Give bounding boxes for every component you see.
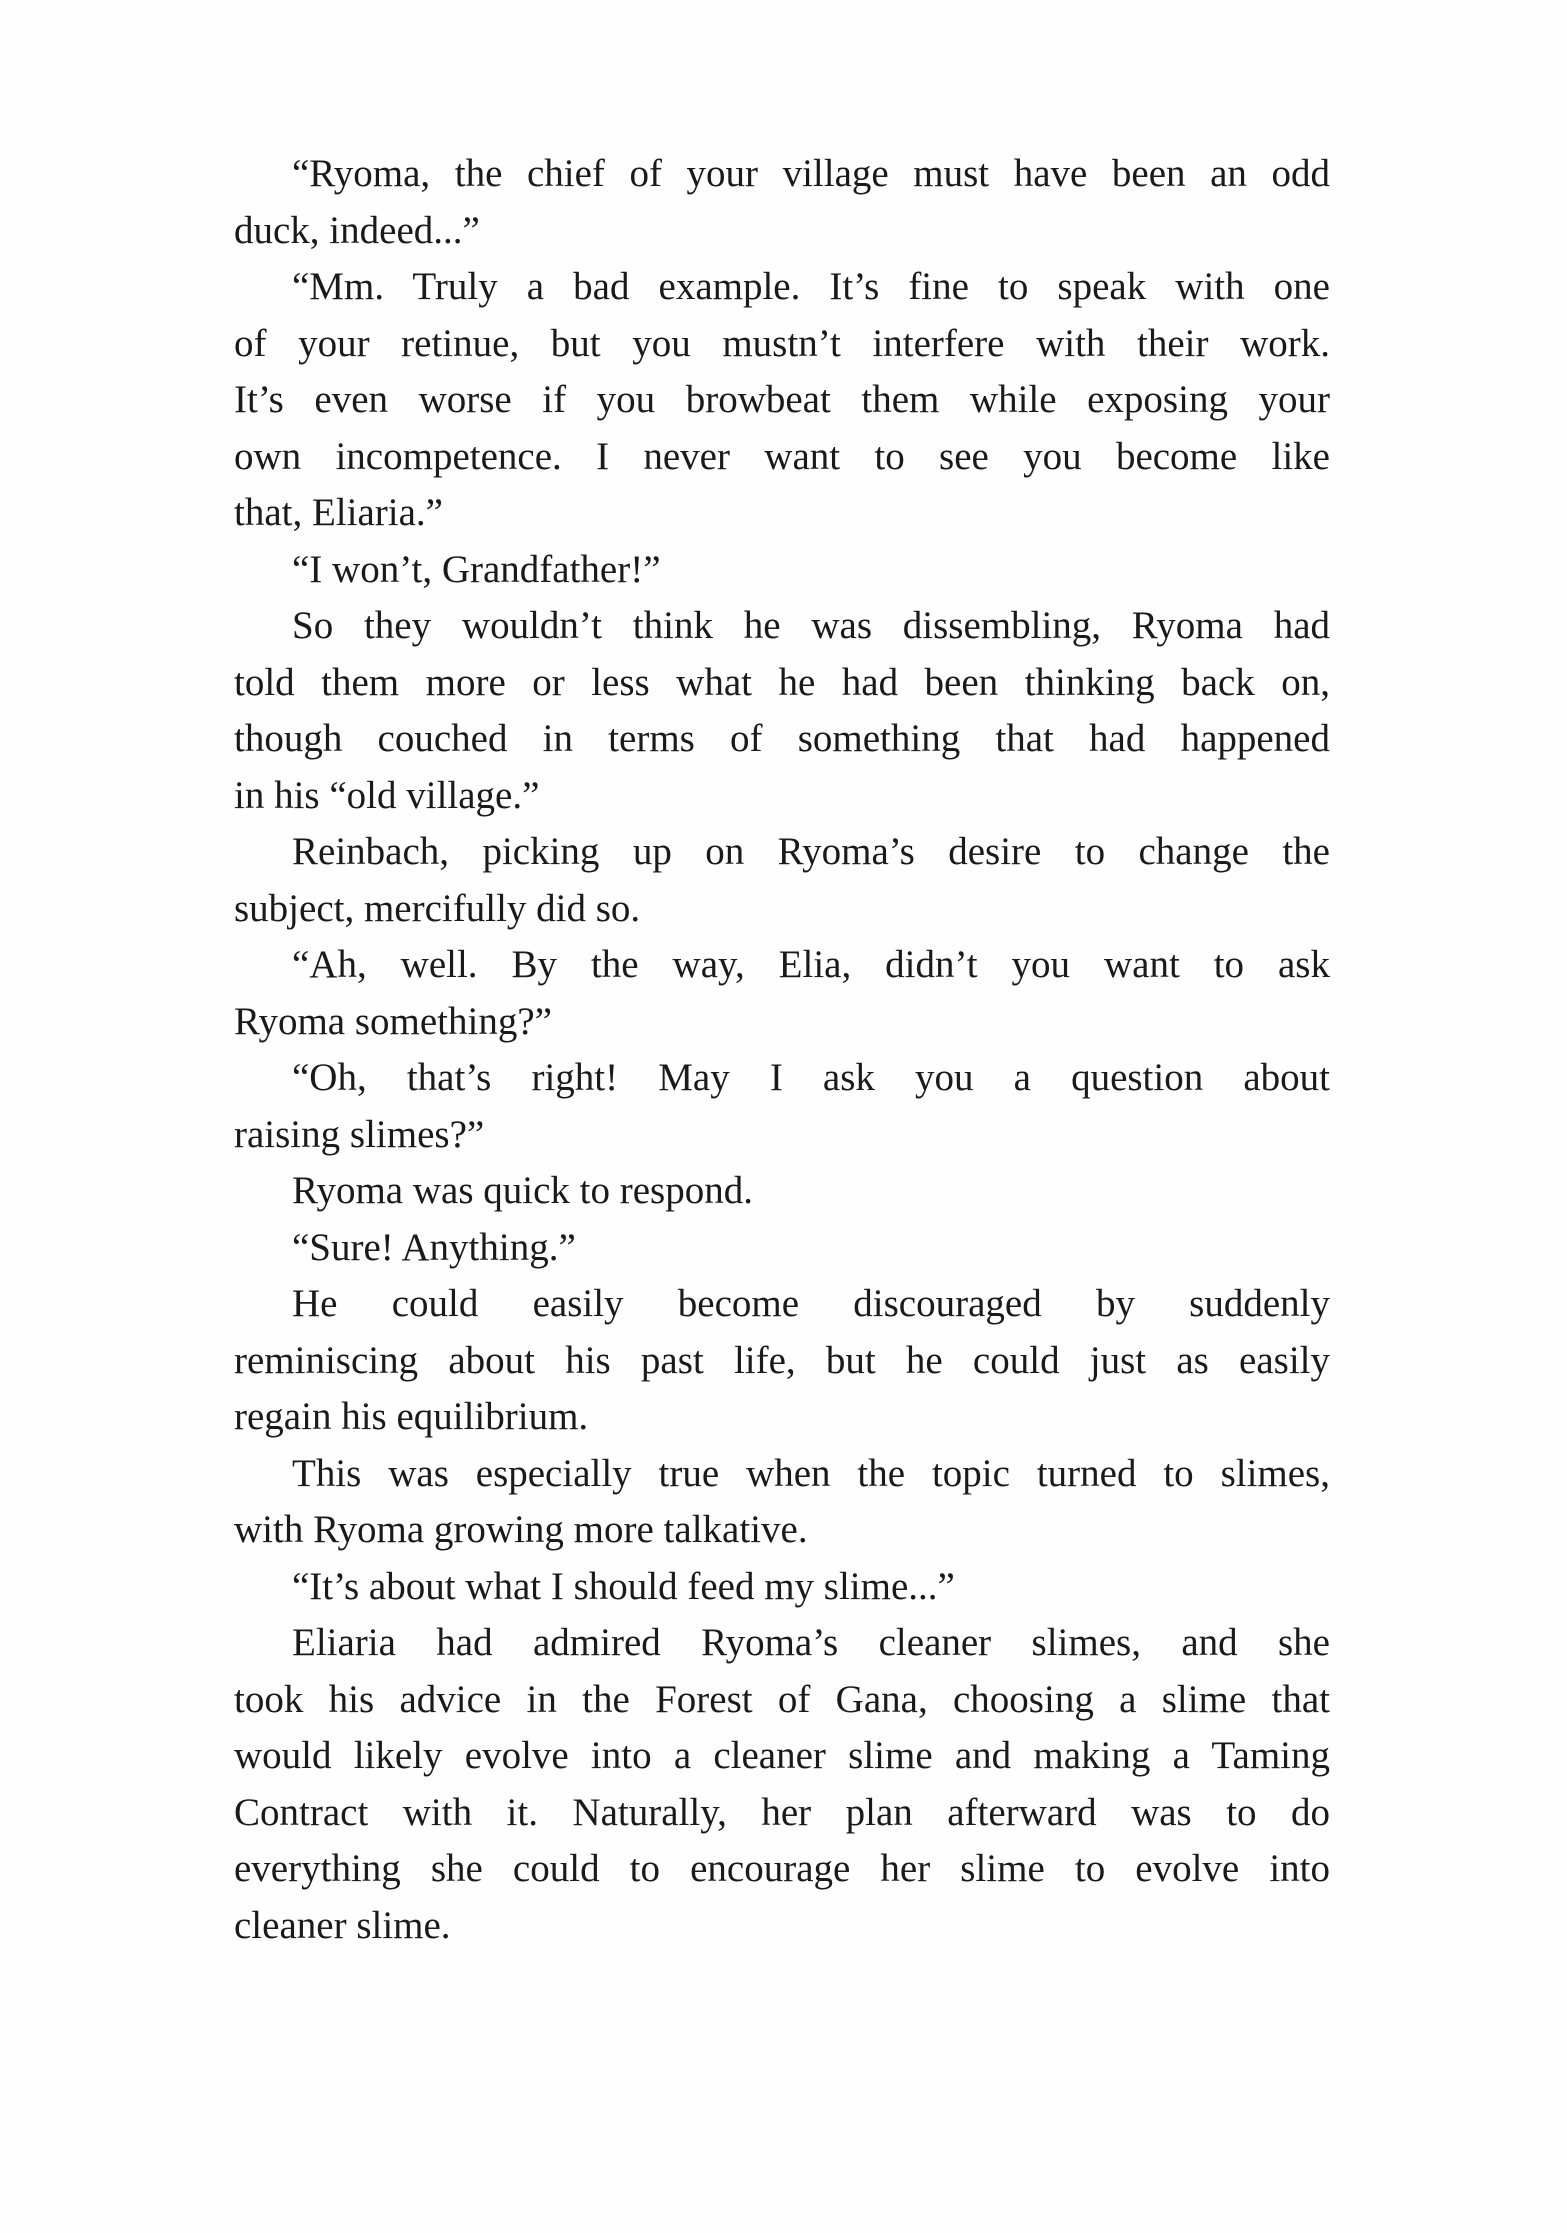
text-line: of your retinue, but you mustn’t interfere with their work.	[234, 321, 1330, 365]
body-text	[234, 146, 1330, 1954]
text-line: Ryoma something?”	[234, 999, 552, 1043]
paragraph	[234, 146, 1330, 259]
paragraph	[234, 542, 1330, 599]
text-line: in his “old village.”	[234, 773, 540, 817]
text-line: Ryoma was quick to respond.	[292, 1169, 753, 1212]
text-line: “Ryoma, the chief of your village must have been an odd	[292, 152, 1330, 195]
text-line: “Mm. Truly a bad example. It’s fine to speak with one	[292, 265, 1330, 308]
text-line: subject, mercifully did so.	[234, 886, 641, 930]
text-line: It’s even worse if you browbeat them while exposing your	[234, 378, 1330, 421]
text-line: though couched in terms of something that had happened	[234, 717, 1330, 760]
paragraph	[234, 1276, 1330, 1446]
text-line: told them more or less what he had been thinking back on,	[234, 660, 1330, 704]
text-line: with Ryoma growing more talkative.	[234, 1508, 808, 1551]
text-line: everything she could to encourage her slime to evolve into	[234, 1847, 1330, 1890]
paragraph	[234, 1615, 1330, 1954]
paragraph	[234, 1220, 1330, 1277]
text-line: took his advice in the Forest of Gana, choosing a slime that	[234, 1677, 1330, 1721]
text-line: regain his equilibrium.	[234, 1395, 589, 1438]
paragraph	[234, 1050, 1330, 1163]
text-line: “Oh, that’s right! May I ask you a question about	[292, 1056, 1330, 1099]
text-line: reminiscing about his past life, but he could just as easily	[234, 1338, 1330, 1382]
paragraph	[234, 1446, 1330, 1559]
text-line: He could easily become discouraged by suddenly	[292, 1282, 1330, 1325]
text-line: duck, indeed...”	[234, 208, 480, 252]
text-line: “Ah, well. By the way, Elia, didn’t you want to ask	[292, 943, 1330, 986]
paragraph	[234, 598, 1330, 824]
text-line: that, Eliaria.”	[234, 491, 443, 534]
text-line: Eliaria had admired Ryoma’s cleaner slimes, and she	[292, 1621, 1330, 1664]
text-line: “Sure! Anything.”	[292, 1225, 576, 1269]
paragraph	[234, 259, 1330, 542]
text-line: raising slimes?”	[234, 1112, 485, 1156]
text-line: Contract with it. Naturally, her plan afterward was to do	[234, 1790, 1330, 1834]
paragraph	[234, 937, 1330, 1050]
paragraph	[234, 1559, 1330, 1616]
text-line: cleaner slime.	[234, 1903, 451, 1947]
text-line: own incompetence. I never want to see you become like	[234, 434, 1330, 478]
text-line: This was especially true when the topic turned to slimes,	[292, 1451, 1330, 1495]
paragraph	[234, 824, 1330, 937]
text-line: would likely evolve into a cleaner slime and making a Taming	[234, 1734, 1330, 1777]
text-line: “It’s about what I should feed my slime...”	[292, 1564, 955, 1608]
text-line: “I won’t, Grandfather!”	[292, 547, 661, 591]
paragraph	[234, 1163, 1330, 1220]
text-line: Reinbach, picking up on Ryoma’s desire to change the	[292, 830, 1330, 873]
text-line: So they wouldn’t think he was dissembling, Ryoma had	[292, 604, 1330, 647]
